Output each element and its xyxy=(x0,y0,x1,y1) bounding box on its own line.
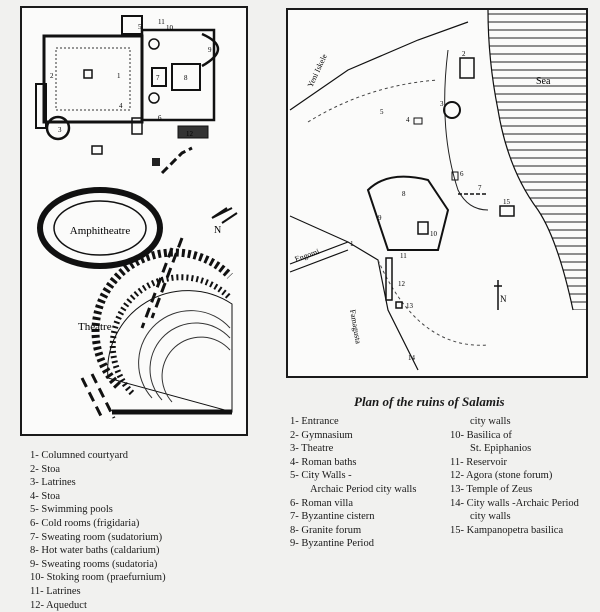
famagusta-label: Famagusta xyxy=(348,308,363,345)
legend-item: 2- Gymnasium xyxy=(290,429,353,441)
map-number: 2 xyxy=(462,50,466,58)
aqueduct-line xyxy=(162,148,192,173)
map-number: 9 xyxy=(208,46,212,54)
legend-item: 4- Stoa xyxy=(30,490,61,502)
kampanopetra-basilica xyxy=(500,206,514,216)
map-number: 2 xyxy=(50,72,54,80)
map-number: 1 xyxy=(117,72,121,80)
map-number: 10 xyxy=(166,24,173,32)
legend-item: city walls xyxy=(470,511,511,523)
legend-item: 9- Byzantine Period xyxy=(290,538,374,550)
legend-item: 6- Cold rooms (frigidaria) xyxy=(30,517,140,529)
legend-item: 11- Reservoir xyxy=(450,456,508,468)
left-legend xyxy=(30,449,166,612)
legend-item: 3- Theatre xyxy=(290,443,334,455)
map-number: 10 xyxy=(430,230,437,238)
right-legend-column-1 xyxy=(290,415,416,551)
basilica-st-epiphanios xyxy=(418,222,428,234)
map-number: 12 xyxy=(398,280,405,288)
sea-area xyxy=(488,10,586,310)
city-walls-archaic xyxy=(308,80,438,122)
legend-item: 1- Columned courtyard xyxy=(30,450,128,461)
legend-item: city walls xyxy=(470,416,511,427)
theatre-seats-2 xyxy=(150,323,230,400)
map-number: 8 xyxy=(184,74,188,82)
map-number: 4 xyxy=(406,116,410,124)
gymnasium-site-plan xyxy=(20,6,248,436)
temple-of-zeus xyxy=(396,302,402,308)
theatre xyxy=(444,102,460,118)
north-arrow-icon xyxy=(212,208,237,223)
ruin-small xyxy=(92,146,102,154)
legend-item: 3- Latrines xyxy=(30,477,76,489)
gymnasium-plan-drawing xyxy=(22,8,246,434)
north-arrow-label: N xyxy=(214,225,222,236)
ruin-dot xyxy=(152,158,160,166)
courtyard-feature xyxy=(84,70,92,78)
theatre-label: Theatre xyxy=(78,321,112,333)
yeni-iskele-label: Yeni Iskele xyxy=(305,52,329,89)
map-number: 8 xyxy=(402,190,406,198)
plan-title: Plan of the ruins of Salamis xyxy=(354,394,505,409)
round-room-2 xyxy=(149,93,159,103)
map-number: 1 xyxy=(350,240,354,248)
legend-item: 8- Granite forum xyxy=(290,524,362,536)
legend-item: 10- Basilica of xyxy=(450,429,512,441)
amphitheatre-label: Amphitheatre xyxy=(69,225,131,237)
map-number: 5 xyxy=(138,23,142,31)
road-west xyxy=(290,216,348,242)
legend-item: 6- Roman villa xyxy=(290,497,353,509)
engomi-label: Engomi xyxy=(293,246,321,264)
legend-item: 12- Aqueduct xyxy=(30,599,87,611)
map-number: 6 xyxy=(158,114,162,122)
salamis-ruins-map xyxy=(286,8,588,378)
legend-item: 9- Sweating rooms (sudatoria) xyxy=(30,558,158,570)
sea-label: Sea xyxy=(536,76,551,87)
map-number: 3 xyxy=(440,100,444,108)
right-legend-column-2 xyxy=(450,415,579,537)
legend-item: 1- Entrance xyxy=(290,416,339,427)
map-number: 7 xyxy=(156,74,160,82)
round-room xyxy=(149,39,159,49)
aqueduct-block xyxy=(178,126,208,138)
legend-item: 7- Sweating room (sudatorium) xyxy=(30,531,163,543)
map-number: 13 xyxy=(406,302,413,310)
legend-item: 2- Stoa xyxy=(30,463,61,475)
map-number: 12 xyxy=(186,130,193,138)
theatre-seats-3 xyxy=(162,337,230,402)
map-number: 5 xyxy=(380,108,384,116)
north-arrow-label: N xyxy=(500,294,507,304)
map-number: 14 xyxy=(408,354,415,362)
legend-item: 8- Hot water baths (caldarium) xyxy=(30,545,160,557)
map-number: 6 xyxy=(460,170,464,178)
legend-item: Archaic Period city walls xyxy=(310,483,417,495)
legend-item: 12- Agora (stone forum) xyxy=(450,470,553,482)
map-number: 15 xyxy=(503,198,510,206)
map-number: 9 xyxy=(378,214,382,222)
columned-courtyard-outline xyxy=(44,36,142,122)
map-number: 11 xyxy=(400,252,407,260)
theatre-outline xyxy=(108,291,232,412)
gymnasium xyxy=(460,58,474,78)
legend-item: 10- Stoking room (praefurnium) xyxy=(30,572,166,584)
legend-item: 4- Roman baths xyxy=(290,456,357,468)
map-number: 11 xyxy=(158,18,165,26)
legend-item: 13- Temple of Zeus xyxy=(450,483,533,495)
track xyxy=(445,50,488,210)
road-dashed-south xyxy=(82,374,114,418)
city-walls-south xyxy=(378,260,488,345)
map-number: 3 xyxy=(58,126,62,134)
legend-item: 15- Kampanopetra basilica xyxy=(450,524,564,536)
legend-item: 14- City walls -Archaic Period xyxy=(450,497,579,509)
legend-item: St. Epiphanios xyxy=(470,443,532,455)
legend-item: 11- Latrines xyxy=(30,585,81,597)
legend-item: 5- City Walls - xyxy=(290,470,352,482)
road-famagusta xyxy=(290,242,418,370)
salamis-map-drawing xyxy=(288,10,586,376)
map-number: 7 xyxy=(478,184,482,192)
map-number: 4 xyxy=(119,102,123,110)
roman-baths xyxy=(414,118,422,124)
legend-item: 7- Byzantine cistern xyxy=(290,511,375,523)
legend-item: 5- Swimming pools xyxy=(30,504,113,516)
